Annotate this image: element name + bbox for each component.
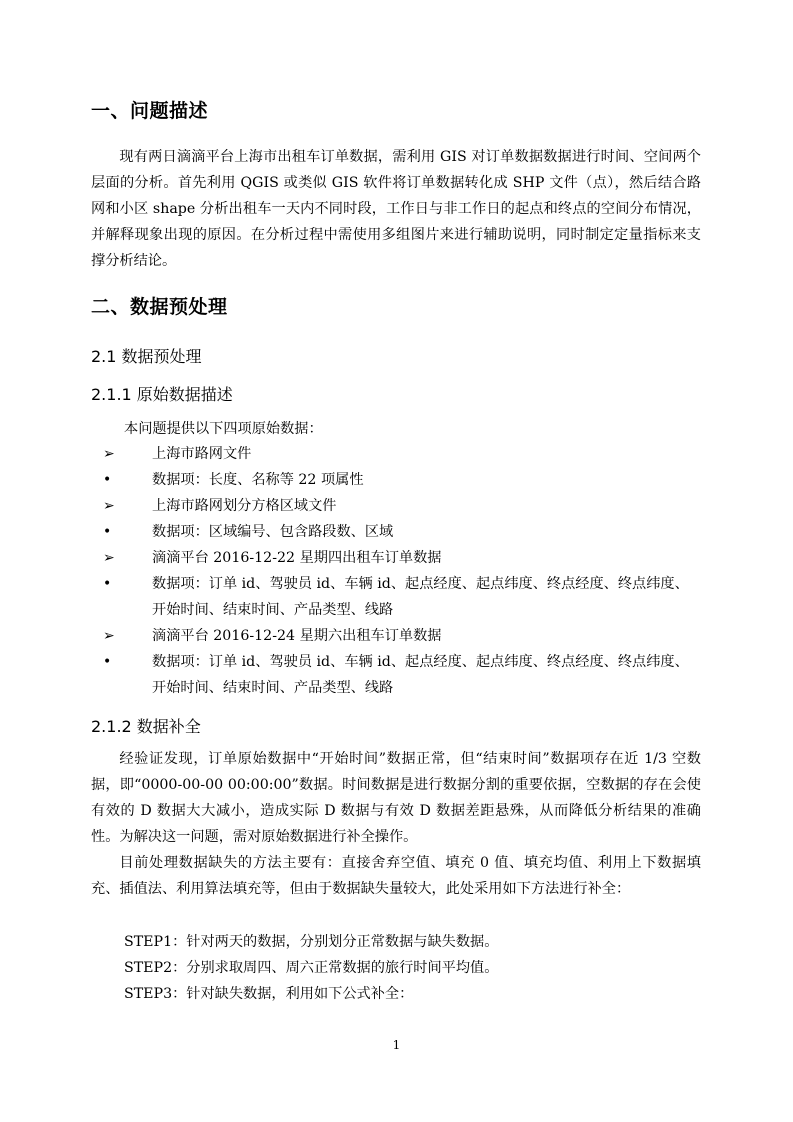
section-heading-preprocessing: 二、数据预处理 — [91, 296, 228, 318]
list-item: 数据项：区域编号、包含路段数、区域 — [152, 524, 394, 540]
data-intro: 本问题提供以下四项原始数据： — [124, 421, 323, 437]
list-item: 数据项：订单 id、驾驶员 id、车辆 id、起点经度、起点纬度、终点经度、终点纬度、开始时间、结束时间、产品类型、线路 — [152, 654, 689, 696]
dot-bullet-icon: • — [103, 576, 112, 592]
list-item: 数据项：长度、名称等 22 项属性 — [152, 472, 364, 488]
dot-bullet-icon: • — [103, 654, 112, 670]
methods-paragraph: 目前处理数据缺失的方法主要有：直接舍弃空值、填充 0 值、填充均值、利用上下数据填充、插值法、利用算法填充等，但由于数据缺失量较大，此处采用如下方法进行补全： — [91, 855, 701, 897]
arrow-bullet-icon: ➢ — [103, 446, 115, 462]
step-line: STEP3：针对缺失数据，利用如下公式补全： — [124, 986, 414, 1002]
step-line: STEP2：分别求取周四、周六正常数据的旅行时间平均值。 — [124, 960, 499, 976]
subheading-2-1-2: 2.1.2 数据补全 — [91, 717, 201, 736]
subheading-2-1: 2.1 数据预处理 — [91, 347, 202, 366]
list-item: 数据项：订单 id、驾驶员 id、车辆 id、起点经度、起点纬度、终点经度、终点纬度、开始时间、结束时间、产品类型、线路 — [152, 576, 689, 618]
list-item: 滴滴平台 2016-12-22 星期四出租车订单数据 — [152, 550, 442, 566]
completion-paragraph: 经验证发现，订单原始数据中“开始时间”数据正常，但“结束时间”数据项存在近 1/3 空数据，即“0000-00-00 00:00:00”数据。时间数据是进行数据分割的重要依据，空数据的存在会使有效的 D 数据大大减小，造成实际 D 数据与有效 D 数据差距悬殊，从而降低分析结果的准确性。为解决这一问题，需对原始数据进行补全操作。 — [91, 751, 701, 845]
arrow-bullet-icon: ➢ — [103, 498, 115, 514]
step-line: STEP1：针对两天的数据，分别划分正常数据与缺失数据。 — [124, 934, 499, 950]
subheading-2-1-1: 2.1.1 原始数据描述 — [91, 385, 233, 404]
page-number: 1 — [392, 1038, 401, 1052]
list-item: 上海市路网文件 — [152, 446, 252, 462]
arrow-bullet-icon: ➢ — [103, 550, 115, 566]
list-item: 滴滴平台 2016-12-24 星期六出租车订单数据 — [152, 628, 442, 644]
dot-bullet-icon: • — [103, 524, 112, 540]
dot-bullet-icon: • — [103, 472, 112, 488]
arrow-bullet-icon: ➢ — [103, 628, 115, 644]
section-heading-problem: 一、问题描述 — [91, 100, 209, 122]
list-item: 上海市路网划分方格区域文件 — [152, 498, 337, 514]
problem-paragraph: 现有两日滴滴平台上海市出租车订单数据，需利用 GIS 对订单数据数据进行时间、空间两个层面的分析。首先利用 QGIS 或类似 GIS 软件将订单数据转化成 SHP 文件（点），然后结合路网和小区 shape 分析出租车一天内不同时段，工作日与非工作日的起点和终点的空间分布情况，并解释现象出现的原因。在分析过程中需使用多组图片来进行辅助说明，同时制定定量指标来支撑分析结论。 — [91, 149, 701, 269]
